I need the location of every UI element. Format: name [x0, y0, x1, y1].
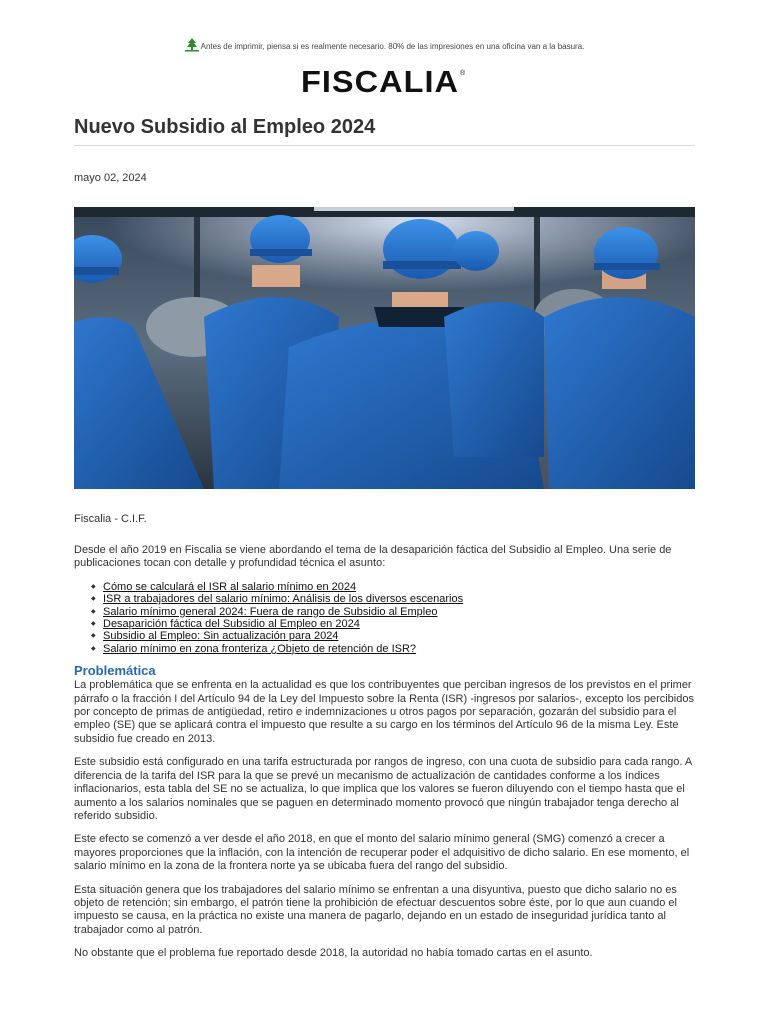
list-item [103, 630, 695, 642]
hero-image-workers [74, 207, 695, 489]
related-link-6[interactable]: Salario mínimo en zona fronteriza ¿Objeto de retención de ISR? [103, 642, 417, 655]
section-heading: Problemática [74, 663, 156, 679]
page-title: Nuevo Subsidio al Empleo 2024 [74, 116, 695, 146]
body-paragraph-4: Esta situación genera que los trabajadores del salario mínimo se enfrentan a una disyuntiva, puesto que dicho salario no es objeto de retención; sin embargo, el patrón tiene la prohibición de efectuar descuentos sobre éste, por lo que aun cuando el impuesto se causa, en la práctica no existe una manera de pagarlo, dejando en un estado de inseguridad jurídica tanto al trabajador como al patrón. [74, 883, 677, 936]
list-item [103, 643, 695, 655]
article-body [74, 544, 695, 971]
tree-icon [184, 38, 200, 54]
list-item [103, 618, 695, 630]
fiscalia-logo[interactable] [0, 64, 768, 101]
body-paragraph-5: No obstante que el problema fue reportado desde 2018, la autoridad no había tomado cartas en el asunto. [74, 947, 593, 960]
list-item [103, 606, 695, 618]
related-link-5[interactable]: Subsidio al Empleo: Sin actualización para 2024 [103, 630, 339, 643]
body-paragraph-2: Este subsidio está configurado en una tarifa estructurada por rangos de ingreso, con una cuota de subsidio para cada rango. A diferencia de la tarifa del ISR para la que se prevé un mecanismo de actualización de cantidades conforme a los índices inflacionarios, esta tabla del SE no se actualiza, lo que implica que los valores se fueron diluyendo con el tiempo hasta que el aumento a los salarios nominales que se paguen en determinado momento provocó que ningún trabajador tenga derecho al referido subsidio. [74, 756, 692, 822]
body-paragraph-3: Este efecto se comenzó a ver desde el año 2018, en que el monto del salario mínimo general (SMG) comenzó a crecer a mayores proporciones que la inflación, con la intención de recuperar poder el adquisitivo de dicho salario. En ese momento, el salario mínimo en la zona de la frontera norte ya se ubicaba fuera del rango del subsidio. [74, 833, 690, 873]
logo-registered-mark: ® [460, 70, 466, 77]
article-date: mayo 02, 2024 [74, 172, 147, 184]
related-link-1[interactable]: Cómo se calculará el ISR al salario mínimo en 2024 [103, 580, 357, 593]
print-notice [0, 38, 768, 54]
related-link-2[interactable]: ISR a trabajadores del salario mínimo: Análisis de los diversos escenarios [103, 593, 464, 606]
logo-text: FISCALIA [301, 64, 459, 96]
related-link-3[interactable]: Salario mínimo general 2024: Fuera de rango de Subsidio al Empleo [103, 605, 438, 618]
list-item [103, 593, 695, 605]
intro-paragraph: Desde el año 2019 en Fiscalia se viene abordando el tema de la desaparición fáctica del Subsidio al Empleo. Una serie de publicaciones tocan con detalle y profundidad técnica el asunto: [74, 544, 672, 570]
related-links-list [74, 581, 695, 655]
print-notice-text: Antes de imprimir, piensa si es realmente necesario. 80% de las impresiones en una oficina van a la basura. [200, 42, 585, 51]
body-paragraph-1: La problemática que se enfrenta en la actualidad es que los contribuyentes que perciban ingresos de los previstos en el primer párrafo o la fracción I del Artículo 94 de la Ley del Impuesto sobre la Renta (ISR) -ingresos por salarios-, excepto los percibidos por concepto de primas de antigüedad, retiro e indemnizaciones u otros pagos por separación, gozarán del subsidio para el empleo (SE) que se aplicará contra el impuesto que resulte a su cargo en los términos del Artículo 96 de la misma Ley. Este subsidio fue creado en 2013. [74, 679, 694, 745]
list-item [103, 581, 695, 593]
article-author: Fiscalia - C.I.F. [74, 513, 147, 525]
related-link-4[interactable]: Desaparición fáctica del Subsidio al Empleo en 2024 [103, 618, 360, 631]
